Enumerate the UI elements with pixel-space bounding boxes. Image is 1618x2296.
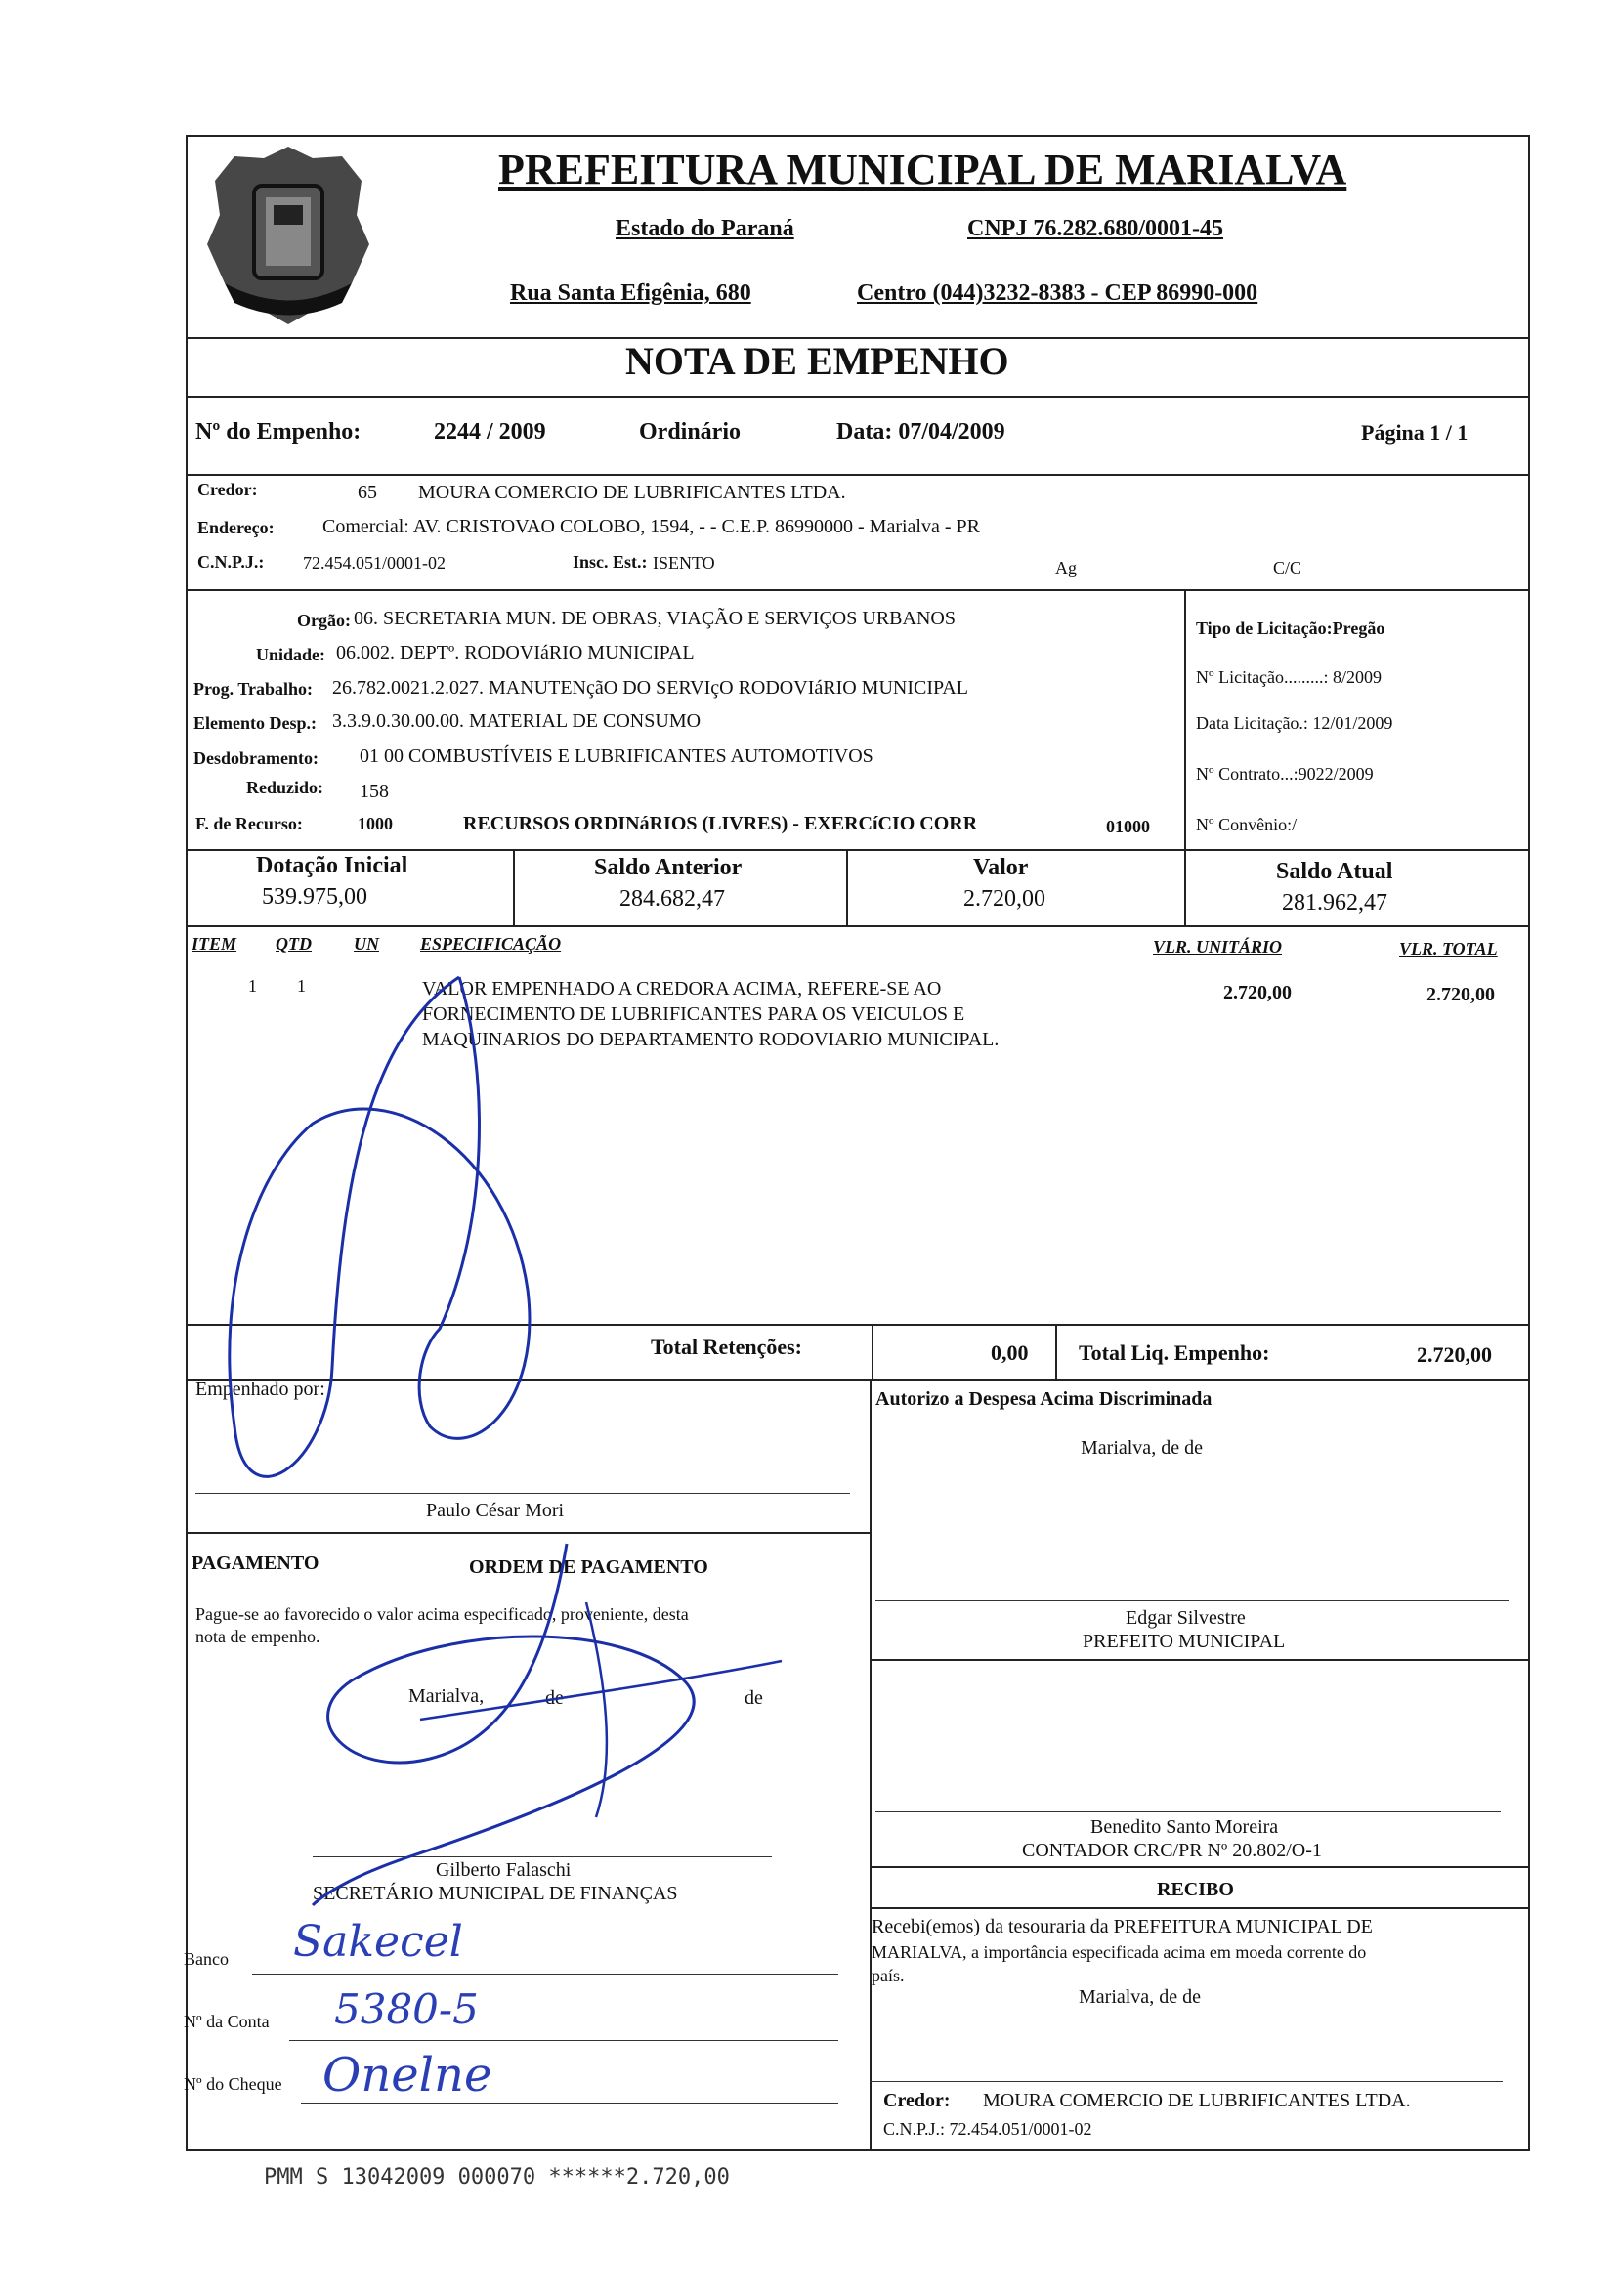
item-unit-value: 2.720,00 (1223, 982, 1292, 1003)
credor-name: MOURA COMERCIO DE LUBRIFICANTES LTDA. (418, 482, 846, 503)
valor-label: Valor (973, 855, 1029, 880)
endereco-label: Endereço: (197, 518, 275, 537)
cnpj-prefeitura: CNPJ 76.282.680/0001-45 (967, 216, 1223, 241)
prefeito-name: Edgar Silvestre (1126, 1607, 1246, 1629)
page-number: Página 1 / 1 (1361, 420, 1469, 445)
secretario-name: Gilberto Falaschi (436, 1859, 572, 1881)
coat-of-arms-logo (195, 137, 381, 332)
empenho-date: Data: 07/04/2009 (836, 419, 1005, 445)
empenho-number: 2244 / 2009 (434, 419, 546, 445)
reduzido-value: 158 (360, 781, 389, 802)
insc-label: Insc. Est.: (573, 552, 648, 572)
conta-line (289, 2040, 838, 2041)
divider (870, 1659, 1530, 1661)
credor-code: 65 (358, 482, 377, 503)
divider (186, 474, 1530, 476)
total-liquido-label: Total Liq. Empenho: (1079, 1340, 1270, 1365)
signature-line (875, 1600, 1509, 1601)
total-retencoes-label: Total Retenções: (651, 1335, 802, 1359)
total-retencoes-value: 0,00 (991, 1340, 1029, 1365)
conta-corrente-label: C/C (1273, 558, 1302, 577)
item-qtd: 1 (297, 976, 306, 996)
divider (186, 925, 1530, 927)
pagamento-text-line-1: Pague-se ao favorecido o valor acima especificado, proveniente, desta (195, 1604, 689, 1624)
divider (870, 1379, 872, 2151)
credor-address: Comercial: AV. CRISTOVAO COLOBO, 1594, - - C.E.P. 86990000 - Marialva - PR (322, 516, 980, 537)
divider (870, 1866, 1530, 1868)
divider (513, 849, 515, 925)
cheque-line (301, 2103, 838, 2104)
saldo-anterior-value: 284.682,47 (619, 886, 725, 912)
recibo-text-line-1: Recebi(emos) da tesouraria da PREFEITURA MUNICIPAL DE (872, 1916, 1373, 1937)
cheque-label: Nº do Cheque (184, 2074, 282, 2094)
agencia-label: Ag (1055, 558, 1077, 577)
conta-handwritten: 5380-5 (334, 1985, 479, 2033)
valor-total-column-header: VLR. TOTAL (1399, 939, 1498, 958)
numero-licitacao: Nº Licitação.........: 8/2009 (1196, 667, 1383, 687)
divider (870, 1907, 1530, 1909)
state-name: Estado do Paraná (616, 216, 794, 241)
divider (186, 589, 1530, 591)
item-description-line-3: MAQUINARIOS DO DEPARTAMENTO RODOVIARIO MUNICIPAL. (422, 1029, 1000, 1050)
recurso-label: F. de Recurso: (195, 814, 303, 833)
valor-unitario-column-header: VLR. UNITÁRIO (1153, 937, 1283, 957)
cnpj-label: C.N.P.J.: (197, 552, 265, 572)
divider (186, 396, 1530, 398)
recibo-credor-cnpj: C.N.P.J.: 72.454.051/0001-02 (883, 2119, 1092, 2139)
divider (1184, 589, 1186, 851)
orgao-value: 06. SECRETARIA MUN. DE OBRAS, VIAÇÃO E SERVIÇOS URBANOS (354, 608, 956, 629)
tipo-licitacao: Tipo de Licitação:Pregão (1196, 618, 1385, 638)
saldo-atual-label: Saldo Atual (1276, 859, 1393, 884)
contador-name: Benedito Santo Moreira (1090, 1816, 1279, 1838)
prog-trabalho-label: Prog. Trabalho: (193, 679, 314, 699)
recibo-text-line-2: MARIALVA, a importância especificada acima em moeda corrente do (872, 1942, 1367, 1962)
saldo-atual-value: 281.962,47 (1282, 890, 1387, 915)
unidade-value: 06.002. DEPTº. RODOVIáRIO MUNICIPAL (336, 642, 695, 663)
pagamento-title: PAGAMENTO (192, 1552, 319, 1574)
numero-contrato: Nº Contrato...:9022/2009 (1196, 764, 1374, 784)
signature-line (195, 1493, 850, 1494)
empenho-number-label: Nº do Empenho: (195, 419, 362, 445)
empenhado-por-name: Paulo César Mori (426, 1500, 565, 1521)
contador-title: CONTADOR CRC/PR Nº 20.802/O-1 (1022, 1840, 1322, 1861)
prog-trabalho-value: 26.782.0021.2.027. MANUTENçãO DO SERVIçO RODOVIáRIO MUNICIPAL (332, 677, 968, 699)
credor-cnpj: 72.454.051/0001-02 (303, 553, 446, 573)
prefeito-title: PREFEITO MUNICIPAL (1083, 1631, 1286, 1652)
reduzido-label: Reduzido: (246, 778, 324, 797)
empenho-type: Ordinário (639, 419, 742, 445)
recibo-marialva-date: Marialva, de de (1079, 1986, 1201, 2008)
document-title: NOTA DE EMPENHO (625, 339, 1009, 383)
total-liquido-value: 2.720,00 (1417, 1342, 1492, 1367)
autorizo-marialva-date: Marialva, de de (1081, 1437, 1203, 1459)
elemento-value: 3.3.9.0.30.00.00. MATERIAL DE CONSUMO (332, 710, 702, 732)
divider (186, 1532, 870, 1534)
credor-label: Credor: (197, 480, 258, 499)
pagamento-marialva: Marialva, (408, 1685, 485, 1707)
signature-line (875, 1811, 1501, 1812)
divider (846, 849, 848, 925)
conta-label: Nº da Conta (184, 2012, 270, 2031)
prefeitura-title: PREFEITURA MUNICIPAL DE MARIALVA (498, 146, 1347, 193)
item-description-line-2: FORNECIMENTO DE LUBRIFICANTES PARA OS VEICULOS E (422, 1003, 965, 1025)
divider (186, 1324, 1530, 1326)
saldo-anterior-label: Saldo Anterior (594, 855, 743, 880)
numero-convenio: Nº Convênio:/ (1196, 815, 1298, 834)
district-phone-cep: Centro (044)3232-8383 - CEP 86990-000 (857, 280, 1258, 306)
pagamento-de-2: de (745, 1687, 763, 1709)
dotacao-inicial-label: Dotação Inicial (256, 853, 408, 878)
unidade-label: Unidade: (256, 645, 326, 664)
qtd-column-header: QTD (276, 934, 312, 954)
pagamento-text-line-2: nota de empenho. (195, 1627, 320, 1646)
signature-line (313, 1856, 772, 1857)
recibo-credor-label: Credor: (883, 2090, 951, 2111)
item-total-value: 2.720,00 (1426, 984, 1495, 1005)
item-description-line-1: VALOR EMPENHADO A CREDORA ACIMA, REFERE-SE AO (422, 978, 942, 999)
autorizo-despesa: Autorizo a Despesa Acima Discriminada (875, 1388, 1213, 1410)
desdobramento-value: 01 00 COMBUSTÍVEIS E LUBRIFICANTES AUTOMOTIVOS (360, 745, 873, 767)
dotacao-inicial-value: 539.975,00 (262, 884, 367, 910)
insc-value: ISENTO (653, 553, 715, 573)
elemento-label: Elemento Desp.: (193, 713, 317, 733)
banco-label: Banco (184, 1949, 229, 1969)
banco-handwritten: Sakecel (293, 1917, 463, 1967)
pagamento-de-1: de (545, 1687, 564, 1709)
recibo-text-line-3: país. (872, 1966, 905, 1985)
empenhado-por-label: Empenhado por: (195, 1379, 325, 1400)
divider (186, 849, 1530, 851)
orgao-label: Orgão: (297, 611, 351, 630)
item-number: 1 (248, 976, 257, 996)
footer-stamp: PMM S 13042009 000070 ******2.720,00 (264, 2165, 730, 2190)
item-column-header: ITEM (192, 934, 237, 954)
data-licitacao: Data Licitação.: 12/01/2009 (1196, 713, 1393, 733)
un-column-header: UN (354, 934, 379, 954)
especificacao-column-header: ESPECIFICAÇÃO (420, 934, 562, 954)
divider (1184, 849, 1186, 925)
divider (1055, 1324, 1057, 1381)
divider (186, 1379, 1530, 1381)
address: Rua Santa Efigênia, 680 (510, 280, 751, 306)
secretario-title: SECRETÁRIO MUNICIPAL DE FINANÇAS (313, 1883, 678, 1904)
valor-value: 2.720,00 (963, 886, 1045, 912)
ordem-pagamento-title: ORDEM DE PAGAMENTO (469, 1556, 708, 1578)
banco-line (252, 1974, 838, 1975)
cheque-handwritten: Onelne (322, 2048, 492, 2103)
recurso-description: RECURSOS ORDINáRIOS (LIVRES) - EXERCíCIO CORR (463, 813, 978, 834)
recibo-credor-name: MOURA COMERCIO DE LUBRIFICANTES LTDA. (983, 2090, 1411, 2111)
recurso-fonte: 01000 (1106, 817, 1150, 836)
desdobramento-label: Desdobramento: (193, 748, 319, 768)
recibo-title: RECIBO (1157, 1879, 1234, 1900)
signature-line (870, 2081, 1503, 2082)
recurso-code: 1000 (358, 814, 393, 833)
divider (872, 1324, 873, 1381)
